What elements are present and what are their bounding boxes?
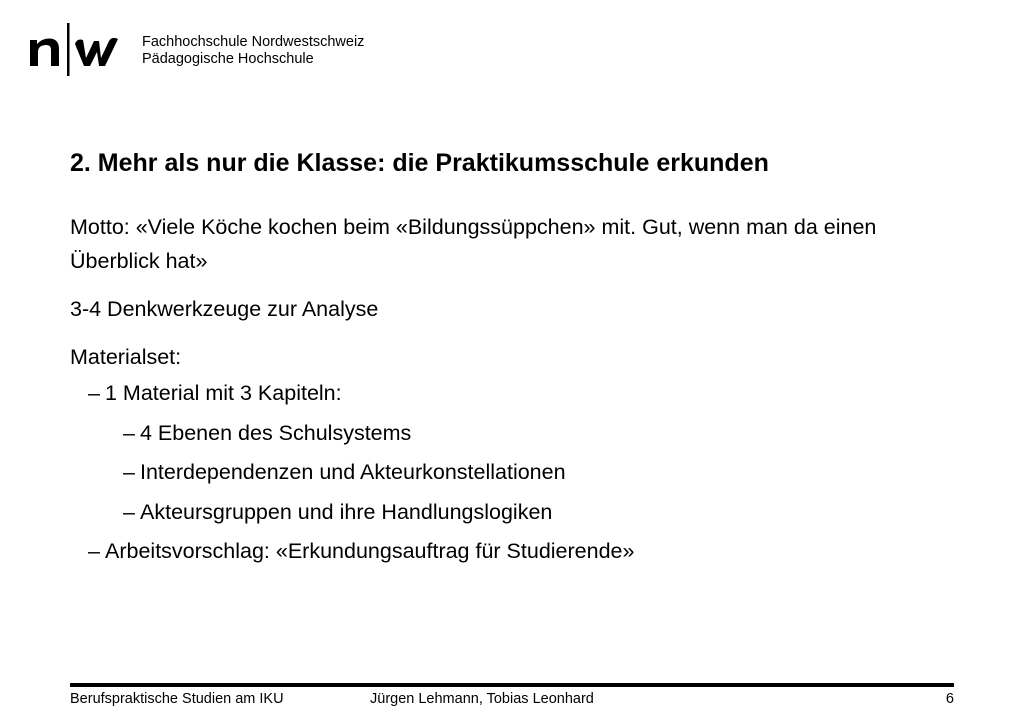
- materialset-list: [70, 378, 950, 566]
- list-item: [70, 457, 950, 487]
- list-item-text: Arbeitsvorschlag: «Erkundungsauftrag für Studierende»: [105, 539, 635, 563]
- institution-name: [142, 34, 364, 68]
- motto-text: Motto: «Viele Köche kochen beim «Bildungssüppchen» mit. Gut, wenn man da einen Überblick hat»: [70, 215, 877, 273]
- list-item: [70, 378, 950, 408]
- list-item-text: Interdependenzen und Akteurkonstellationen: [140, 460, 566, 484]
- institution-line-1: Fachhochschule Nordwestschweiz: [142, 34, 365, 50]
- footer-divider: [70, 683, 954, 687]
- bullet-dash: –: [88, 381, 100, 405]
- footer-course: Berufspraktische Studien am IKU: [70, 691, 284, 707]
- list-item: [70, 497, 950, 527]
- footer-authors: Jürgen Lehmann, Tobias Leonhard: [370, 691, 594, 707]
- bullet-dash: –: [123, 460, 135, 484]
- bullet-dash: –: [123, 420, 135, 445]
- institution-line-2: Pädagogische Hochschule: [142, 51, 314, 67]
- slide-title: 2. Mehr als nur die Klasse: die Praktikumsschule erkunden: [70, 149, 769, 177]
- page-number: 6: [945, 691, 954, 707]
- list-item-text: 1 Material mit 3 Kapiteln:: [105, 381, 342, 405]
- list-item-text: 4 Ebenen des Schulsystems: [140, 420, 412, 445]
- list-item: [70, 536, 950, 566]
- bullet-dash: –: [88, 539, 100, 563]
- slide-body: [70, 210, 950, 576]
- bullet-dash: –: [123, 499, 135, 524]
- list-item: [70, 418, 950, 448]
- fhnw-logo: [24, 18, 134, 78]
- tools-text: 3-4 Denkwerkzeuge zur Analyse: [70, 297, 379, 321]
- materialset-label: Materialset:: [70, 345, 182, 369]
- list-item-text: Akteursgruppen und ihre Handlungslogiken: [140, 499, 553, 524]
